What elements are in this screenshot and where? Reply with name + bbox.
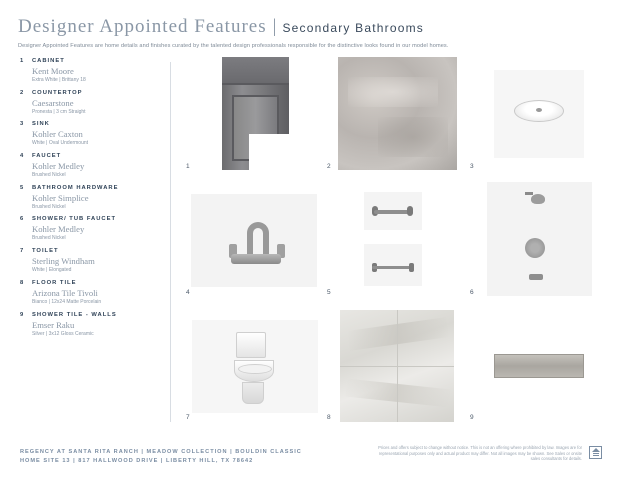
spec-number: 7 bbox=[20, 248, 25, 255]
spec-category: SINK bbox=[32, 121, 50, 128]
spec-item-bathroom-hardware bbox=[20, 185, 170, 210]
spec-detail: Extra White | Brittany 18 bbox=[32, 77, 86, 83]
spec-number: 5 bbox=[20, 184, 25, 191]
spec-category: BATHROOM HARDWARE bbox=[32, 184, 119, 191]
page-subtitle: Secondary Bathrooms bbox=[282, 21, 424, 35]
spec-detail: Brushed Nickel bbox=[32, 172, 66, 179]
spec-item-sink bbox=[20, 121, 170, 146]
spec-number: 2 bbox=[20, 89, 25, 96]
spec-category: SHOWER/ TUB FAUCET bbox=[32, 216, 117, 223]
spec-number: 8 bbox=[20, 279, 25, 286]
spec-category: CABINET bbox=[32, 58, 65, 64]
spec-brand: Kohler Simplice bbox=[32, 192, 89, 203]
spec-category: COUNTERTOP bbox=[32, 89, 83, 96]
cabinet-image bbox=[222, 57, 289, 170]
spec-item-shower-tub-faucet bbox=[20, 216, 170, 241]
spec-number: 3 bbox=[20, 121, 25, 128]
spec-detail: Bianco | 12x24 Matte Porcelain bbox=[32, 298, 102, 305]
image-number-7: 7 bbox=[186, 414, 190, 421]
towel-ring-image bbox=[364, 192, 422, 230]
image-number-1: 1 bbox=[186, 163, 190, 170]
image-number-4: 4 bbox=[186, 289, 190, 296]
spec-item-shower-tile-walls bbox=[20, 312, 170, 337]
countertop-image bbox=[338, 57, 457, 170]
equal-housing-opportunity-icon bbox=[589, 446, 602, 459]
spec-brand: Arizona Tile Tivoli bbox=[32, 287, 98, 298]
spec-brand: Emser Raku bbox=[32, 319, 75, 330]
faucet-image bbox=[191, 194, 317, 287]
spec-item-cabinet bbox=[20, 58, 170, 83]
spec-item-floor-tile bbox=[20, 280, 170, 305]
spec-detail: Silver | 3x12 Gloss Ceramic bbox=[32, 330, 94, 337]
spec-list bbox=[20, 58, 170, 343]
spec-detail: White | Oval Undermount bbox=[32, 140, 89, 147]
spec-detail: White | Elongated bbox=[32, 267, 72, 274]
spec-brand: Sterling Windham bbox=[32, 256, 95, 267]
spec-category: FLOOR TILE bbox=[32, 279, 77, 286]
image-number-9: 9 bbox=[470, 414, 474, 421]
image-number-6: 6 bbox=[470, 289, 474, 296]
spec-detail: Brushed Nickel bbox=[32, 235, 66, 242]
column-divider bbox=[170, 62, 171, 422]
image-number-8: 8 bbox=[327, 414, 331, 421]
spec-number: 6 bbox=[20, 216, 25, 223]
page-title: Designer Appointed Features bbox=[18, 16, 267, 37]
floor-tile-image bbox=[340, 310, 454, 422]
sink-image bbox=[494, 70, 584, 158]
image-number-2: 2 bbox=[327, 163, 331, 170]
spec-brand: Kohler Caxton bbox=[32, 129, 83, 140]
title-row bbox=[18, 16, 608, 38]
page-header bbox=[18, 16, 608, 49]
footer-address bbox=[20, 448, 302, 466]
toilet-image bbox=[192, 320, 318, 413]
shower-faucet-image bbox=[487, 182, 592, 296]
spec-category: FAUCET bbox=[32, 153, 62, 160]
spec-item-faucet bbox=[20, 153, 170, 178]
spec-detail: Brushed Nickel bbox=[32, 203, 66, 210]
spec-item-countertop bbox=[20, 90, 170, 115]
footer-homesite: HOME SITE 13 | 817 HALLWOOD DRIVE | LIBERTY HILL, TX 78642 bbox=[20, 458, 254, 464]
spec-item-toilet bbox=[20, 248, 170, 273]
spec-number: 1 bbox=[20, 58, 25, 64]
towel-bar-image bbox=[364, 244, 422, 286]
footer-community: REGENCY AT SANTA RITA RANCH | MEADOW COLLECTION | BOULDIN CLASSIC bbox=[20, 449, 302, 455]
image-number-5: 5 bbox=[327, 289, 331, 296]
spec-brand: Kohler Medley bbox=[32, 224, 85, 235]
spec-brand: Kohler Medley bbox=[32, 161, 85, 172]
spec-category: TOILET bbox=[32, 248, 59, 255]
spec-number: 9 bbox=[20, 311, 25, 318]
footer-disclaimer: Prices and offers subject to change without notice. This is not an offering where prohibited by law. Images are for representational purposes only and actual product may differ. Not all images may be shown. See Sales or onsite sales consultants for details. bbox=[378, 445, 582, 462]
intro-text: Designer Appointed Features are home details and finishes curated by the talented design professionals responsible for the distinctive looks found in our model homes. bbox=[18, 43, 449, 49]
title-separator: | bbox=[272, 16, 277, 37]
wall-tile-image bbox=[494, 354, 584, 378]
spec-brand: Kent Moore bbox=[32, 66, 74, 76]
spec-category: SHOWER TILE - WALLS bbox=[32, 311, 117, 318]
spec-number: 4 bbox=[20, 153, 25, 160]
spec-detail: Pronesta | 3 cm Straight bbox=[32, 108, 86, 115]
image-number-3: 3 bbox=[470, 163, 474, 170]
spec-brand: Caesarstone bbox=[32, 97, 74, 108]
